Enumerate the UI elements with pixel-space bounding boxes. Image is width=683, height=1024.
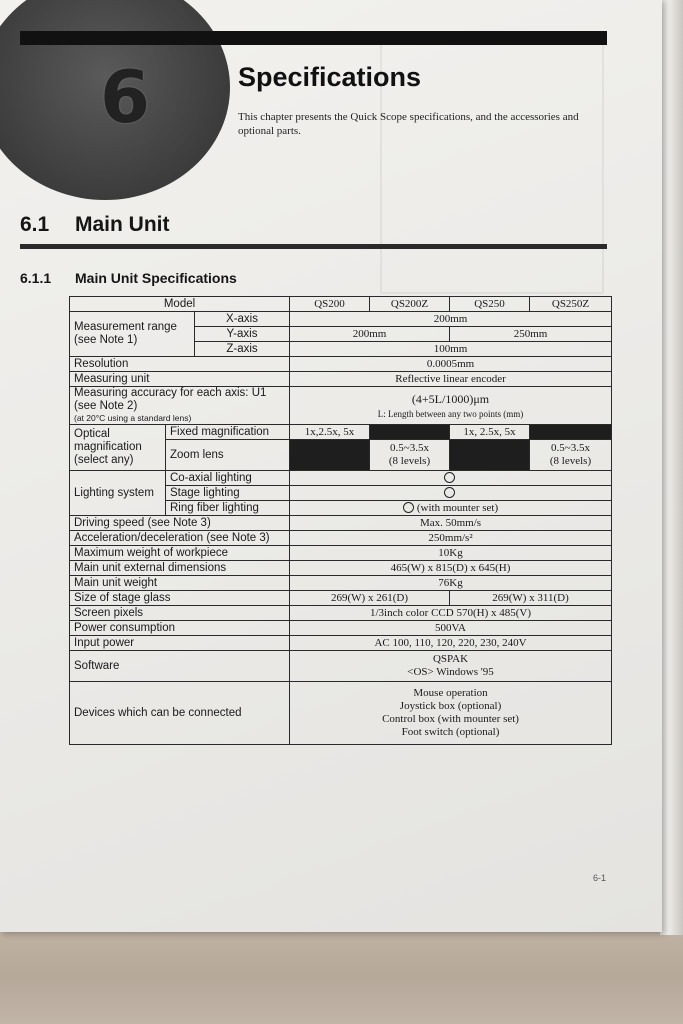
- fixed-mag-qs200: 1x,2.5x, 5x: [290, 425, 370, 440]
- measuring-unit-value: Reflective linear encoder: [290, 372, 612, 387]
- coaxial-lighting-label: Co-axial lighting: [166, 471, 290, 486]
- specifications-table: [69, 296, 612, 745]
- zoom-levels: (8 levels): [549, 455, 592, 467]
- header-rule: [20, 31, 607, 45]
- table-row: [70, 531, 612, 546]
- chapter-title: Specifications: [238, 62, 422, 92]
- zoom-range: 0.5~3.5x: [551, 442, 590, 454]
- model-qs250: QS250: [450, 297, 530, 312]
- measuring-unit-label: Measuring unit: [70, 372, 290, 387]
- row-value: 465(W) x 815(D) x 645(H): [290, 561, 612, 576]
- fixed-magnification-label: Fixed magnification: [166, 425, 290, 440]
- row-value: Max. 50mm/s: [290, 516, 612, 531]
- table-row: [70, 636, 612, 651]
- resolution-value: 0.0005mm: [290, 357, 612, 372]
- ring-lighting-label: Ring fiber lighting: [166, 501, 290, 516]
- optical-label: Optical magnification (select any): [70, 425, 166, 471]
- shaded-cell: [530, 425, 612, 440]
- model-qs200z: QS200Z: [370, 297, 450, 312]
- row-label: Acceleration/deceleration (see Note 3): [70, 531, 290, 546]
- row-label: Screen pixels: [70, 606, 290, 621]
- measurement-range-label: Measurement range (see Note 1): [70, 312, 195, 357]
- table-header-row: [70, 297, 612, 312]
- shaded-cell: [450, 440, 530, 471]
- devices-value-cell: [290, 682, 612, 745]
- zoom-lens-label: Zoom lens: [166, 440, 290, 471]
- row-value: 500VA: [290, 621, 612, 636]
- software-name: QSPAK: [432, 653, 469, 665]
- table-row: [70, 606, 612, 621]
- table-row: [70, 591, 612, 606]
- fixed-mag-qs250: 1x, 2.5x, 5x: [450, 425, 530, 440]
- row-value: AC 100, 110, 120, 220, 230, 240V: [290, 636, 612, 651]
- subsection-title: Main Unit Specifications: [75, 270, 237, 286]
- zoom-qs200z-cell: [370, 440, 450, 471]
- chapter-intro: This chapter presents the Quick Scope specifications, and the accessories and optional parts.: [238, 111, 579, 137]
- zoom-range: 0.5~3.5x: [390, 442, 429, 454]
- z-axis-label: Z-axis: [195, 342, 290, 357]
- page-number: 6-1: [593, 873, 607, 883]
- stage-lighting-label: Stage lighting: [166, 486, 290, 501]
- included-circle-icon: [403, 502, 414, 513]
- stage-lighting-value: [290, 486, 612, 501]
- table-row: [70, 546, 612, 561]
- table-row: [70, 372, 612, 387]
- included-circle-icon: [444, 472, 455, 483]
- model-qs200: QS200: [290, 297, 370, 312]
- stage-glass-qs250: 269(W) x 311(D): [450, 591, 612, 606]
- device-item: Joystick box (optional): [399, 700, 502, 712]
- chapter-number: 6: [99, 55, 151, 139]
- row-value: 76Kg: [290, 576, 612, 591]
- section-rule: [20, 244, 607, 249]
- y-axis-value-qs200: 200mm: [290, 327, 450, 342]
- floor-background: [0, 930, 683, 1024]
- row-label: Maximum weight of workpiece: [70, 546, 290, 561]
- included-circle-icon: [444, 487, 455, 498]
- row-label: Main unit weight: [70, 576, 290, 591]
- subsection-number: 6.1.1: [20, 270, 52, 286]
- table-row: [70, 357, 612, 372]
- model-qs250z: QS250Z: [530, 297, 612, 312]
- accuracy-legend: L: Length between any two points (mm): [377, 409, 524, 419]
- table-row: [70, 576, 612, 591]
- accuracy-note: (see Note 2): [74, 400, 138, 412]
- page-stack-edge: [660, 0, 683, 935]
- row-value: 250mm/s²: [290, 531, 612, 546]
- software-label: Software: [70, 651, 290, 682]
- zoom-levels: (8 levels): [388, 455, 431, 467]
- software-os: <OS> Windows '95: [407, 666, 494, 678]
- y-axis-label: Y-axis: [195, 327, 290, 342]
- shaded-cell: [370, 425, 450, 440]
- y-axis-value-qs250: 250mm: [450, 327, 612, 342]
- accuracy-value-cell: [290, 387, 612, 425]
- row-label: Input power: [70, 636, 290, 651]
- row-label: Main unit external dimensions: [70, 561, 290, 576]
- row-value: 1/3inch color CCD 570(H) x 485(V): [290, 606, 612, 621]
- coaxial-lighting-value: [290, 471, 612, 486]
- device-item: Mouse operation: [413, 687, 488, 699]
- table-row: [70, 425, 612, 440]
- devices-label: Devices which can be connected: [70, 682, 290, 745]
- model-header: Model: [70, 297, 290, 312]
- accuracy-label: Measuring accuracy for each axis: U1: [74, 387, 267, 399]
- table-row: [70, 516, 612, 531]
- software-value-cell: [290, 651, 612, 682]
- table-row: [70, 682, 612, 745]
- table-row: [70, 387, 612, 425]
- row-label: Power consumption: [70, 621, 290, 636]
- zoom-qs250z-cell: [530, 440, 612, 471]
- stage-glass-label: Size of stage glass: [70, 591, 290, 606]
- ring-lighting-value: [290, 501, 612, 516]
- x-axis-value: 200mm: [290, 312, 612, 327]
- z-axis-value: 100mm: [290, 342, 612, 357]
- table-row: [70, 471, 612, 486]
- device-item: Control box (with mounter set): [382, 713, 519, 725]
- stage-glass-qs200: 269(W) x 261(D): [290, 591, 450, 606]
- table-row: [70, 312, 612, 327]
- section-heading: [20, 213, 170, 237]
- ring-lighting-note: (with mounter set): [416, 501, 499, 514]
- section-title: Main Unit: [75, 213, 170, 236]
- accuracy-condition: (at 20°C using a standard lens): [74, 413, 192, 423]
- device-item: Foot switch (optional): [401, 726, 500, 738]
- shaded-cell: [290, 440, 370, 471]
- accuracy-label-cell: [70, 387, 290, 425]
- table-row: [70, 651, 612, 682]
- subsection-heading: [20, 270, 237, 286]
- table-row: [70, 561, 612, 576]
- table-row: [70, 621, 612, 636]
- resolution-label: Resolution: [70, 357, 290, 372]
- accuracy-formula: (4+5L/1000)μm: [411, 392, 490, 406]
- x-axis-label: X-axis: [195, 312, 290, 327]
- lighting-system-label: Lighting system: [70, 471, 166, 516]
- row-label: Driving speed (see Note 3): [70, 516, 290, 531]
- row-value: 10Kg: [290, 546, 612, 561]
- section-number: 6.1: [20, 213, 50, 236]
